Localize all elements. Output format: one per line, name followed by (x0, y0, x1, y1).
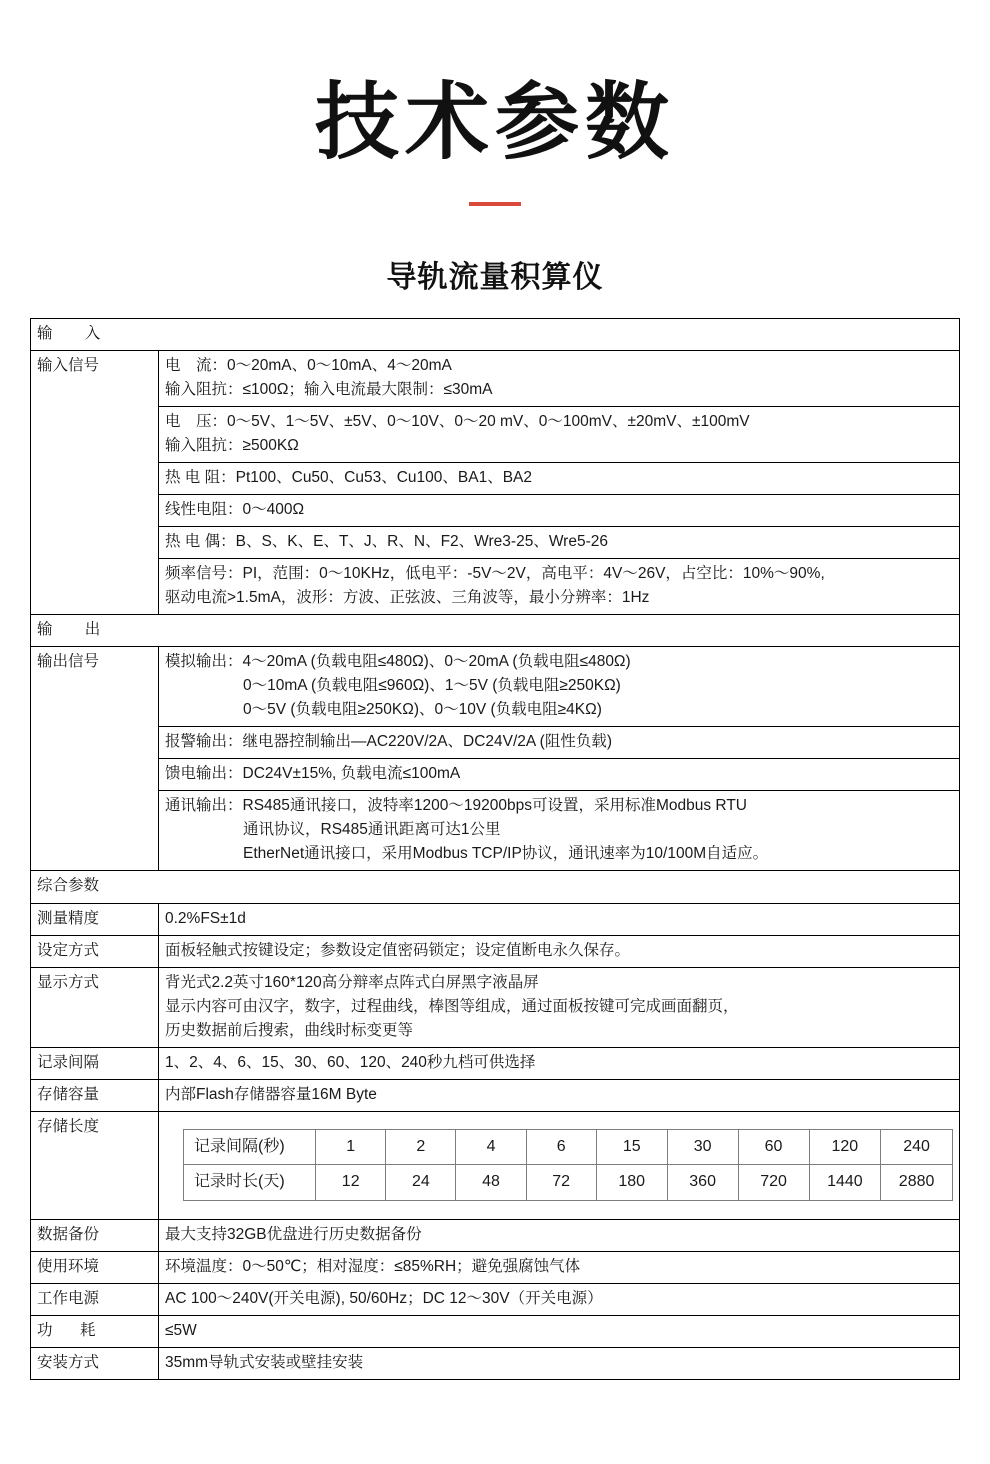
row-value-working-power (159, 1284, 960, 1316)
storage-duration-cell: 2880 (881, 1165, 953, 1201)
table-row (31, 871, 960, 903)
row-value-environment (159, 1252, 960, 1284)
text-line: 馈电输出：DC24V±15%, 负载电流≤100mA (165, 765, 461, 783)
table-row (31, 351, 960, 407)
text-line: ≤5W (165, 1322, 197, 1340)
text-line: 历史数据前后搜索，曲线时标变更等 (165, 1021, 414, 1039)
text-line: 背光式2.2英寸160*120高分辩率点阵式白屏黑字液晶屏 (165, 973, 539, 991)
storage-interval-cell: 30 (667, 1129, 738, 1165)
text-line: 35mm导轨式安装或壁挂安装 (165, 1354, 364, 1372)
text-line: 0.2%FS±1d (165, 909, 246, 927)
table-row (31, 615, 960, 647)
specification-table (30, 318, 960, 1380)
row-label-display-method: 显示方式 (31, 967, 159, 1047)
section-header-general: 综合参数 (31, 871, 960, 903)
table-row (31, 1348, 960, 1380)
storage-interval-cell: 2 (386, 1129, 456, 1165)
spec-table-wrapper (30, 318, 960, 1380)
row-label-power-consumption: 功 耗 (31, 1316, 159, 1348)
storage-interval-cell: 120 (809, 1129, 881, 1165)
table-row (31, 1220, 960, 1252)
table-row (31, 1252, 960, 1284)
row-value-display-method (159, 967, 960, 1047)
row-value-rtd (159, 463, 960, 495)
row-value-alarm-output (159, 727, 960, 759)
row-value-installation (159, 1348, 960, 1380)
storage-duration-cell: 48 (456, 1165, 526, 1201)
text-line: 频率信号：PI，范围：0～10KHz，低电平：-5V～2V，高电平：4V～26V，占空比：10%～90%, (165, 565, 825, 583)
row-label-installation: 安装方式 (31, 1348, 159, 1380)
table-row (31, 1316, 960, 1348)
text-line: 通讯协议，RS485通讯距离可达1公里 (243, 821, 501, 839)
text-line: 输入阻抗：≤100Ω；输入电流最大限制：≤30mA (165, 381, 493, 399)
row-value-thermocouple (159, 527, 960, 559)
row-label-environment: 使用环境 (31, 1252, 159, 1284)
text-line: 通讯输出：RS485通讯接口，波特率1200～19200bps可设置，采用标准Modbus RTU (165, 797, 747, 815)
row-label-output-signal: 输出信号 (31, 647, 159, 871)
table-row (184, 1165, 953, 1201)
row-value-linear-resistance (159, 495, 960, 527)
row-label-storage-capacity: 存储容量 (31, 1079, 159, 1111)
row-label-setting-method: 设定方式 (31, 935, 159, 967)
page-title: 技术参数 (314, 73, 675, 171)
text-line: 0～10mA (负载电阻≤960Ω)、1～5V (负载电阻≥250KΩ) (243, 677, 621, 695)
row-value-accuracy (159, 903, 960, 935)
row-label-record-interval: 记录间隔 (31, 1047, 159, 1079)
text-line: 热 电 偶：B、S、K、E、T、J、R、N、F2、Wre3-25、Wre5-26 (165, 533, 608, 551)
title-divider (469, 202, 521, 206)
section-header-output: 输 出 (31, 615, 960, 647)
storage-duration-cell: 180 (596, 1165, 667, 1201)
text-line: 模拟输出：4～20mA (负载电阻≤480Ω)、0～20mA (负载电阻≤480Ω) (165, 653, 631, 671)
table-row (31, 559, 960, 615)
text-line: 电 压：0～5V、1～5V、±5V、0～10V、0～20 mV、0～100mV、±20mV、±100mV (165, 413, 750, 431)
row-value-current (159, 351, 960, 407)
text-line: 报警输出：继电器控制输出—AC220V/2A、DC24V/2A (阻性负载) (165, 733, 613, 751)
row-value-power-supply-output (159, 759, 960, 791)
section-header-input: 输 入 (31, 319, 960, 351)
row-value-record-interval (159, 1047, 960, 1079)
table-row (31, 495, 960, 527)
table-row (31, 727, 960, 759)
row-label-data-backup: 数据备份 (31, 1220, 159, 1252)
table-row (31, 791, 960, 871)
storage-interval-cell: 240 (881, 1129, 953, 1165)
table-row (31, 1047, 960, 1079)
text-line: 面板轻触式按键设定；参数设定值密码锁定；设定值断电永久保存。 (165, 941, 631, 959)
table-row (31, 647, 960, 727)
storage-interval-cell: 60 (738, 1129, 809, 1165)
storage-interval-cell: 6 (526, 1129, 596, 1165)
text-line: 线性电阻：0～400Ω (165, 501, 305, 519)
row-value-communication-output (159, 791, 960, 871)
table-row (31, 1111, 960, 1220)
text-line: 输入阻抗：≥500KΩ (165, 437, 299, 455)
storage-duration-cell: 12 (316, 1165, 386, 1201)
text-line: 环境温度：0～50℃；相对湿度：≤85%RH；避免强腐蚀气体 (165, 1258, 581, 1276)
text-line: 1、2、4、6、15、30、60、120、240秒九档可供选择 (165, 1053, 536, 1071)
table-row (31, 967, 960, 1047)
storage-length-table (183, 1129, 953, 1202)
storage-duration-cell: 720 (738, 1165, 809, 1201)
row-label-input-signal: 输入信号 (31, 351, 159, 615)
text-line: EtherNet通讯接口，采用Modbus TCP/IP协议，通讯速率为10/100M自适应。 (243, 845, 769, 863)
table-row (31, 1284, 960, 1316)
row-value-voltage (159, 407, 960, 463)
text-line: 热 电 阻：Pt100、Cu50、Cu53、Cu100、BA1、BA2 (165, 469, 532, 487)
storage-duration-cell: 360 (667, 1165, 738, 1201)
text-line: 0～5V (负载电阻≥250KΩ)、0～10V (负载电阻≥4KΩ) (243, 701, 602, 719)
row-value-frequency (159, 559, 960, 615)
table-row (31, 407, 960, 463)
table-row (31, 759, 960, 791)
row-label-storage-length: 存储长度 (31, 1111, 159, 1220)
row-label-accuracy: 测量精度 (31, 903, 159, 935)
table-row (31, 527, 960, 559)
table-row (31, 903, 960, 935)
storage-duration-cell: 24 (386, 1165, 456, 1201)
row-value-storage-capacity (159, 1079, 960, 1111)
row-value-analog-output (159, 647, 960, 727)
text-line: 显示内容可由汉字，数字，过程曲线，棒图等组成，通过面板按键可完成画面翻页， (165, 997, 739, 1015)
storage-interval-cell: 4 (456, 1129, 526, 1165)
table-row (31, 463, 960, 495)
text-line: 驱动电流>1.5mA，波形：方波、正弦波、三角波等，最小分辨率：1Hz (165, 589, 650, 607)
row-value-power-consumption (159, 1316, 960, 1348)
row-value-setting-method (159, 935, 960, 967)
storage-duration-header: 记录时长(天) (184, 1165, 316, 1201)
storage-duration-cell: 72 (526, 1165, 596, 1201)
row-value-data-backup (159, 1220, 960, 1252)
table-row (31, 1079, 960, 1111)
row-value-storage-length (159, 1111, 960, 1220)
storage-interval-header: 记录间隔(秒) (184, 1129, 316, 1165)
text-line: 内部Flash存储器容量16M Byte (165, 1085, 377, 1103)
table-row (31, 319, 960, 351)
text-line: 最大支持32GB优盘进行历史数据备份 (165, 1226, 422, 1244)
storage-duration-cell: 1440 (809, 1165, 881, 1201)
table-row (31, 935, 960, 967)
text-line: 电 流：0～20mA、0～10mA、4～20mA (165, 357, 452, 375)
storage-interval-cell: 1 (316, 1129, 386, 1165)
text-line: AC 100～240V(开关电源), 50/60Hz；DC 12～30V（开关电源） (165, 1290, 603, 1308)
product-subtitle: 导轨流量积算仪 (386, 261, 604, 295)
row-label-working-power: 工作电源 (31, 1284, 159, 1316)
storage-interval-cell: 15 (596, 1129, 667, 1165)
table-row (184, 1129, 953, 1165)
